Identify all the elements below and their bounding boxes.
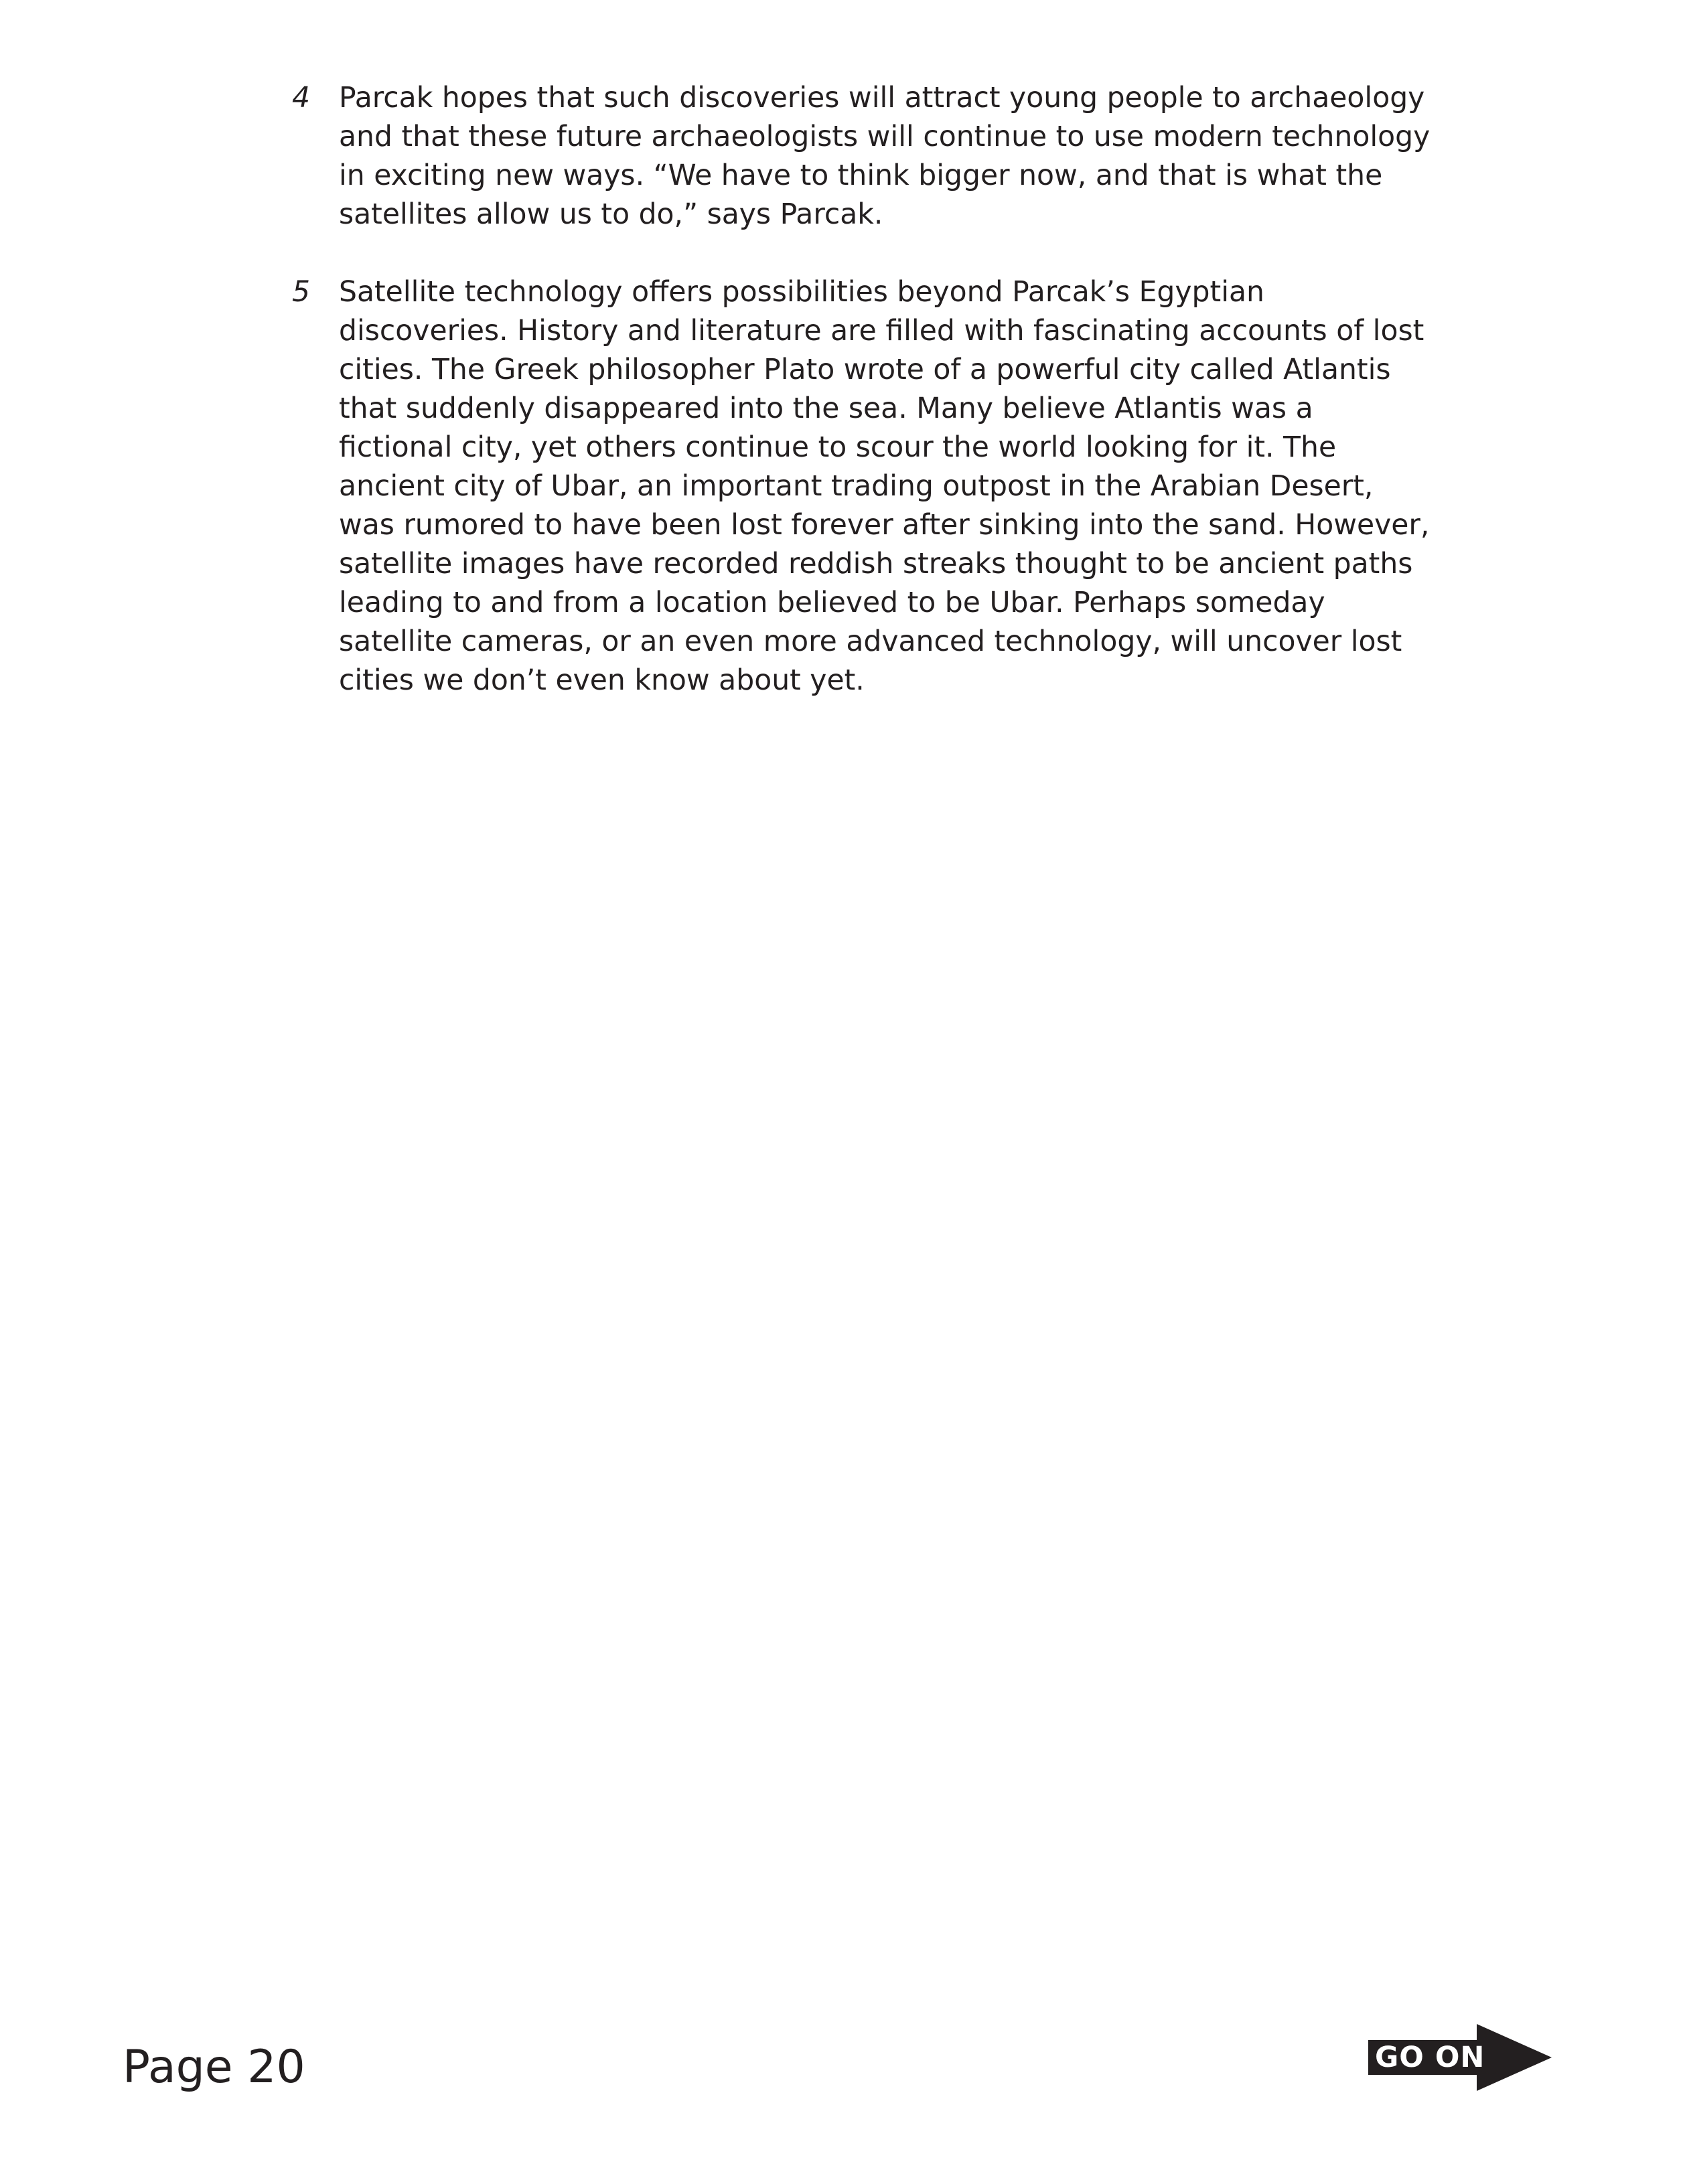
paragraph-text: Parcak hopes that such discoveries will attract young people to archaeology and that these future archaeologists will continue to use modern technology in exciting new ways. “We have to think bigger now, and that is what the satellites allow us to do,” says Parcak. <box>339 82 1431 231</box>
paragraph-4 <box>292 79 1431 234</box>
paragraph-5 <box>292 273 1431 700</box>
go-on-label: GO ON <box>1368 2040 1491 2075</box>
paragraph-text: Satellite technology offers possibilities beyond Parcak’s Egyptian discoveries. History and literature are filled with fascinating accounts of lost cities. The Greek philosopher Plato wrote of a powerful city called Atlantis that suddenly disappeared into the sea. Many believe Atlantis was a fictional city, yet others continue to scour the world looking for it. The ancient city of Ubar, an important trading outpost in the Arabian Desert, was rumored to have been lost forever after sinking into the sand. However, satellite images have recorded reddish streaks thought to be ancient paths leading to and from a location believed to be Ubar. Perhaps someday satellite cameras, or an even more advanced technology, will uncover lost cities we don’t even know about yet. <box>339 276 1430 697</box>
reading-passage <box>292 79 1431 739</box>
paragraph-number: 4 <box>292 82 311 114</box>
paragraph-number: 5 <box>292 276 311 309</box>
go-on-indicator <box>1363 2024 1552 2091</box>
page-number: Page 20 <box>123 2041 305 2094</box>
